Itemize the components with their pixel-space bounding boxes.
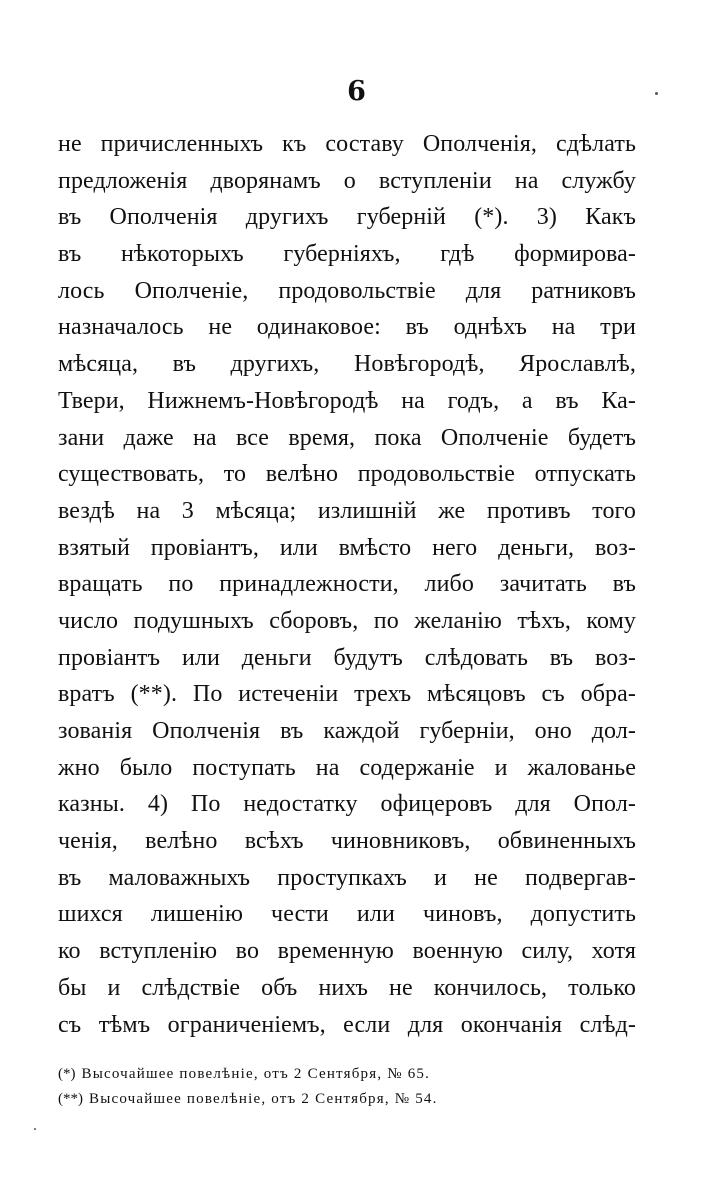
footnote	[58, 1087, 636, 1112]
text-line: ко вступленію во временную военную силу, хотя	[58, 938, 636, 965]
text-line: бы и слѣдствіе объ нихъ не кончилось, только	[58, 974, 636, 1001]
text-line: въ нѣкоторыхъ губерніяхъ, гдѣ формирова-	[58, 241, 636, 268]
text-line: взятый провіантъ, или вмѣсто него деньги, воз-	[58, 534, 636, 561]
footnote-text: Высочайшее повелѣніе, отъ 2 Сентября, № 54.	[89, 1091, 438, 1107]
text-line: Твери, Нижнемъ-Новѣгородѣ на годъ, а въ Ка-	[58, 387, 636, 414]
footnote-text: Высочайшее повелѣніе, отъ 2 Сентября, № 65.	[81, 1066, 431, 1082]
footnote	[58, 1062, 636, 1087]
text-line: лось Ополченіе, продовольствіе для ратниковъ	[58, 277, 636, 304]
page-number: 6	[347, 76, 366, 107]
text-line: ченія, велѣно всѣхъ чиновниковъ, обвиненныхъ	[58, 828, 636, 855]
text-line: въ Ополченія другихъ губерній (*). 3) Какъ	[58, 204, 636, 231]
text-line: въ маловажныхъ проступкахъ и не подвергав-	[58, 864, 636, 891]
text-line: казны. 4) По недостатку офицеровъ для Опол-	[58, 791, 636, 818]
text-line: вездѣ на 3 мѣсяца; излишній же противъ того	[58, 497, 636, 524]
text-line: жно было поступать на содержаніе и жалованье	[58, 754, 636, 781]
footnote-mark: (*)	[58, 1066, 76, 1082]
text-line: вратъ (**). По истеченіи трехъ мѣсяцовъ съ обра-	[58, 681, 636, 708]
text-line: зованія Ополченія въ каждой губерніи, оно дол-	[58, 718, 636, 744]
text-line: существовать, то велѣно продовольствіе отпускать	[58, 461, 636, 488]
text-line: не причисленныхъ къ составу Ополченія, сдѣлать	[58, 131, 636, 157]
paper-speck	[655, 92, 658, 95]
text-line: предложенія дворянамъ о вступленіи на службу	[58, 167, 636, 194]
text-line: зани даже на все время, пока Ополченіе будетъ	[58, 424, 636, 451]
paper-speck	[34, 1128, 36, 1130]
text-line: мѣсяца, въ другихъ, Новѣгородѣ, Ярославлѣ,	[58, 351, 636, 378]
text-line: число подушныхъ сборовъ, по желанію тѣхъ, кому	[58, 607, 636, 634]
body-text	[58, 126, 636, 1043]
text-line: шихся лишенію чести или чиновъ, допустить	[58, 901, 636, 928]
text-line: назначалось не одинаковое: въ однѣхъ на три	[58, 314, 636, 341]
text-line: вращать по принадлежности, либо зачитать въ	[58, 571, 636, 598]
footnotes	[58, 1062, 636, 1112]
text-line: съ тѣмъ ограниченіемъ, если для окончанія слѣд-	[58, 1011, 636, 1038]
text-line: провіантъ или деньги будутъ слѣдовать въ воз-	[58, 644, 636, 671]
footnote-mark: (**)	[58, 1091, 83, 1107]
